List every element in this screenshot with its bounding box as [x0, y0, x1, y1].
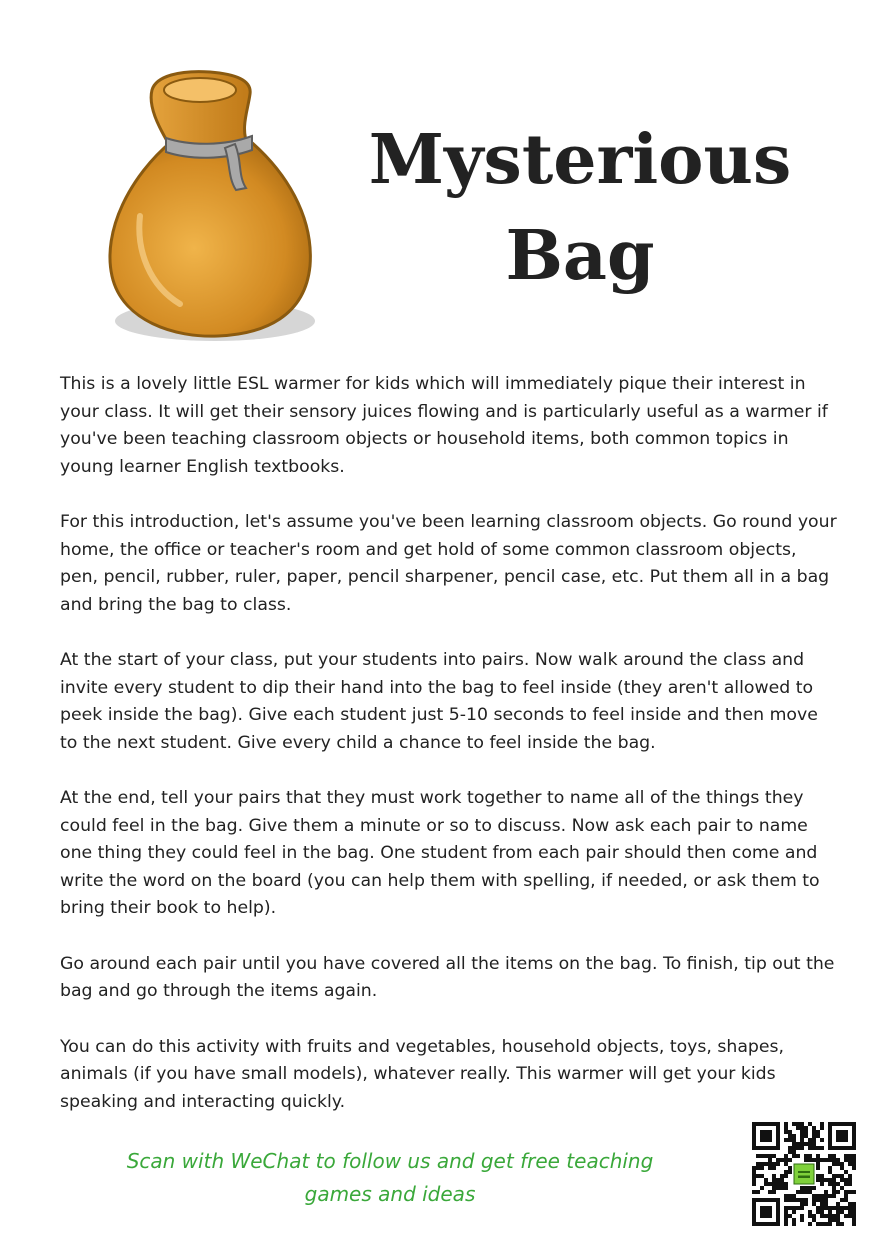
sack-bag-icon [100, 66, 320, 346]
caption-line-2: games and ideas [304, 1182, 476, 1206]
paragraph-start-of-class: At the start of your class, put your students into pairs. Now walk around the class and invite every student to dip their hand into the bag to feel inside (they aren't allowed to peek inside the bag). Give each student just 5-10 seconds to feel inside and then move to the next student. Give every child a chance to feel inside the bag. [60, 650, 818, 753]
wechat-qr-code-icon [752, 1122, 856, 1226]
title-line-2: Bag [505, 216, 655, 296]
paragraph-intro: This is a lovely little ESL warmer for kids which will immediately pique their interest in your class. It will get their sensory juices flowing and is particularly useful as a warmer if you've been teaching classroom objects or household items, both common topics in young learner English textbooks. [60, 374, 828, 477]
wechat-caption [90, 1145, 690, 1211]
page-title [360, 112, 800, 304]
caption-line-1: Scan with WeChat to follow us and get free teaching [126, 1149, 654, 1173]
paragraph-at-the-end: At the end, tell your pairs that they must work together to name all of the things they could feel in the bag. Give them a minute or so to discuss. Now ask each pair to name one thing they could feel in the bag. One student from each pair should then come and write the word on the board (you can help them with spelling, if needed, or ask them to bring their book to help). [60, 788, 820, 918]
article-body [60, 371, 840, 1144]
paragraph-variations: You can do this activity with fruits and vegetables, household objects, toys, shapes, animals (if you have small models), whatever really. This warmer will get your kids speaking and interacting quickly. [60, 1036, 785, 1112]
title-line-1: Mysterious [368, 120, 792, 200]
paragraph-preparation: For this introduction, let's assume you've been learning classroom objects. Go round your home, the office or teacher's room and get hold of some common classroom objects, pen, pencil, rubber, ruler, paper, pencil sharpener, pencil case, etc. Put them all in a bag and bring the bag to class. [60, 512, 837, 615]
paragraph-finish: Go around each pair until you have covered all the items on the bag. To finish, tip out the bag and go through the items again. [60, 953, 835, 1001]
